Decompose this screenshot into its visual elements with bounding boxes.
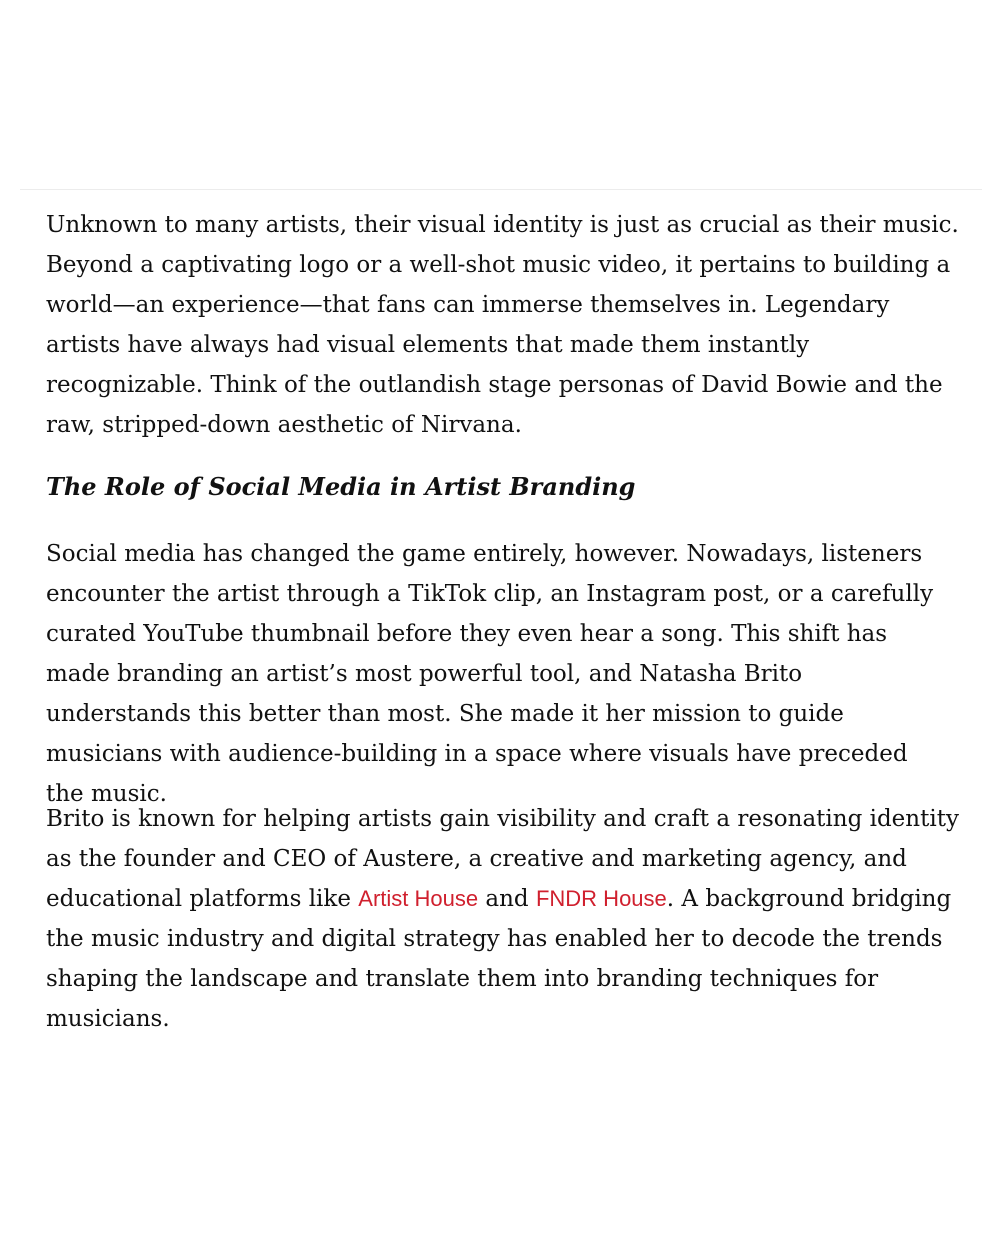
paragraph-text-between-links: and [478, 886, 536, 912]
intro-paragraph: Unknown to many artists, their visual identity is just as crucial as their music. Beyond a captivating logo or a well-shot music video, it pertains to building a world—an experience—that fans can immerse themselves in. Legendary artists have always had visual elements that made them instantly recognizable. Think of the outlandish stage personas of David Bowie and the raw, stripped-down aesthetic of Nirvana. [46, 212, 959, 438]
artist-house-link[interactable]: Artist House [358, 886, 479, 911]
top-divider [20, 189, 982, 190]
section-heading: The Role of Social Media in Artist Branding [46, 472, 636, 501]
social-media-paragraph: Social media has changed the game entirely, however. Nowadays, listeners encounter the artist through a TikTok clip, an Instagram post, or a carefully curated YouTube thumbnail before they even hear a song. This shift has made branding an artist’s most powerful tool, and Natasha Brito understands this better than most. She made it her mission to guide musicians with audience-building in a space where visuals have preceded the music. [46, 541, 934, 807]
article-body [46, 205, 966, 1032]
paragraph-text-after-links: . A background bridging the music industry and digital strategy has enabled her to decode the trends shaping the landscape and translate them into branding techniques for musicians. [46, 886, 952, 1032]
fndr-house-link[interactable]: FNDR House [535, 886, 667, 911]
paragraph-text-before-links: Brito is known for helping artists gain visibility and craft a resonating identity as the founder and CEO of Austere, a creative and marketing agency, and educational platforms like [46, 806, 959, 912]
brito-paragraph [46, 799, 961, 1039]
